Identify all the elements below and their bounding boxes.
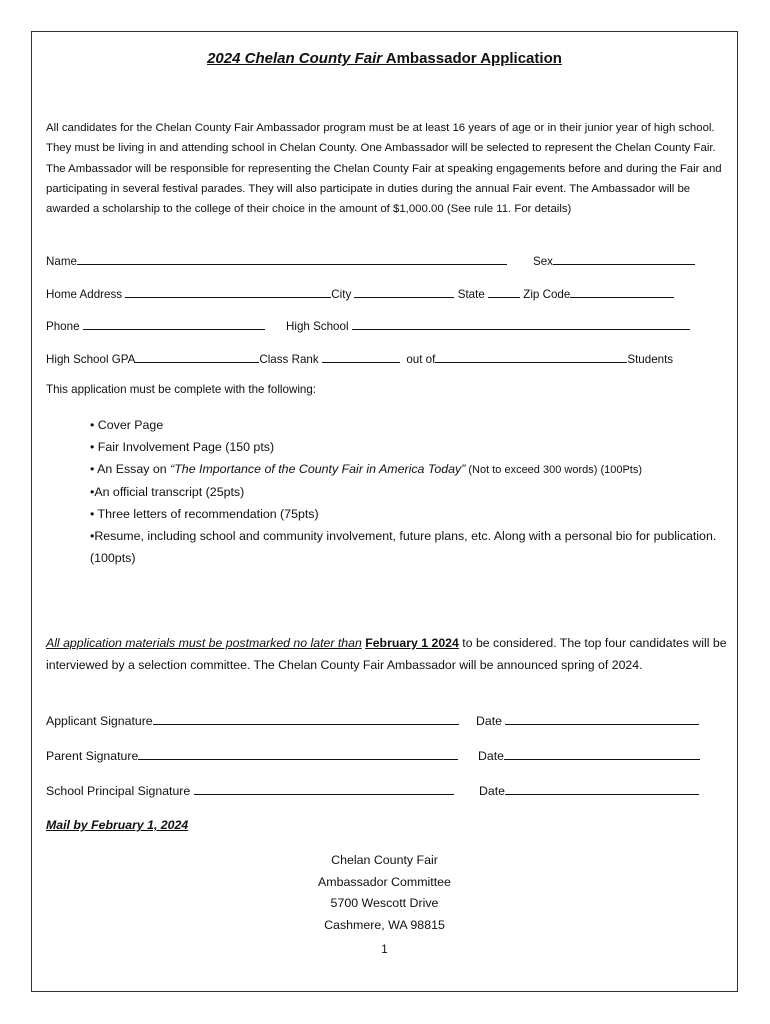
title-fair-name: 2024 Chelan County Fair [207,50,383,67]
gpa-row [46,350,673,366]
deadline-rest: to be considered. The top four candidates will be interviewed by a selection committee. The Chelan County Fair Ambassador will be announced spring of 2024. [46,636,727,672]
state-field[interactable] [488,285,520,298]
phone-row [46,317,265,333]
page-title [32,50,737,67]
requirements-list [90,414,730,569]
class-rank-label: Class Rank [259,353,319,366]
sex-row [533,252,695,268]
list-item: • Cover Page [90,418,164,432]
high-school-row [286,317,690,333]
principal-date-field[interactable] [505,782,699,795]
applicant-signature-field[interactable] [153,712,459,725]
city-label: City [331,288,352,301]
parent-signature-field[interactable] [138,747,458,760]
zip-field[interactable] [570,285,674,298]
address-line: Cashmere, WA 98815 [324,918,445,933]
out-of-label: out of [406,353,436,366]
deadline-paragraph [46,632,728,676]
parent-date-field[interactable] [504,747,700,760]
essay-title: “The Importance of the County Fair in America Today” [170,462,466,476]
name-field[interactable] [77,252,507,265]
zip-label: Zip Code [523,288,571,301]
parent-signature-label: Parent Signature [46,749,139,763]
address-line: 5700 Wescott Drive [330,896,439,911]
home-address-label: Home Address [46,288,123,301]
mailing-address [32,850,737,937]
page-number: 1 [381,944,388,956]
applicant-signature-label: Applicant Signature [46,714,153,728]
name-row [46,252,507,268]
date-label: Date [476,714,502,728]
sex-field[interactable] [553,252,695,265]
deadline-italic: All application materials must be postmarked no later than [46,636,362,650]
sex-label: Sex [533,255,553,268]
essay-suffix: (Not to exceed 300 words) (100Pts) [465,464,643,476]
name-label: Name [46,255,77,268]
principal-signature-row [46,782,454,798]
students-count-field[interactable] [435,350,627,363]
principal-date-row [479,782,699,798]
phone-field[interactable] [83,317,265,330]
address-row [46,285,674,301]
applicant-date-field[interactable] [505,712,699,725]
home-address-field[interactable] [125,285,331,298]
phone-label: Phone [46,320,80,333]
list-item: • Three letters of recommendation (75pts) [90,507,319,521]
list-item: •An official transcript (25pts) [90,485,245,499]
parent-signature-row [46,747,458,763]
high-school-field[interactable] [352,317,690,330]
gpa-field[interactable] [135,350,259,363]
address-line: Ambassador Committee [318,874,451,889]
state-label: State [457,288,485,301]
requirements-intro: This application must be complete with the following: [46,383,317,396]
applicant-signature-row [46,712,459,728]
principal-signature-field[interactable] [194,782,454,795]
high-school-label: High School [286,320,349,333]
date-label: Date [479,784,505,798]
title-suffix: Ambassador Application [382,50,562,67]
list-item: •Resume, including school and community involvement, future plans, etc. Along with a personal bio for publication. (100pts) [90,529,717,565]
applicant-date-row [476,712,699,728]
students-label: Students [627,353,674,366]
mail-by-note: Mail by February 1, 2024 [46,818,189,832]
list-item: • Fair Involvement Page (150 pts) [90,440,275,454]
date-label: Date [478,749,504,763]
list-item [90,458,730,481]
city-field[interactable] [354,285,454,298]
address-line: Chelan County Fair [331,853,438,867]
principal-signature-label: School Principal Signature [46,784,191,798]
essay-prefix: • An Essay on [90,462,171,476]
intro-text: All candidates for the Chelan County Fair Ambassador program must be at least 16 years of age or in their junior year of high school. They must be living in and attending school in Chelan County. One Ambassador will be selected to represent the Chelan County Fair. The Ambassador will be responsible for representing the Chelan County Fair at speaking engagements before and during the Fair and participating in several festival parades. They will also participate in duties during the annual Fair event. The Ambassador will be awarded a scholarship to the college of their choice in the amount of $1,000.00 (See rule 11. For details) [46,122,722,216]
gpa-label: High School GPA [46,353,136,366]
parent-date-row [478,747,700,763]
deadline-date: February 1 2024 [365,636,459,650]
class-rank-field[interactable] [322,350,400,363]
application-page [31,31,738,992]
intro-paragraph [46,118,728,219]
